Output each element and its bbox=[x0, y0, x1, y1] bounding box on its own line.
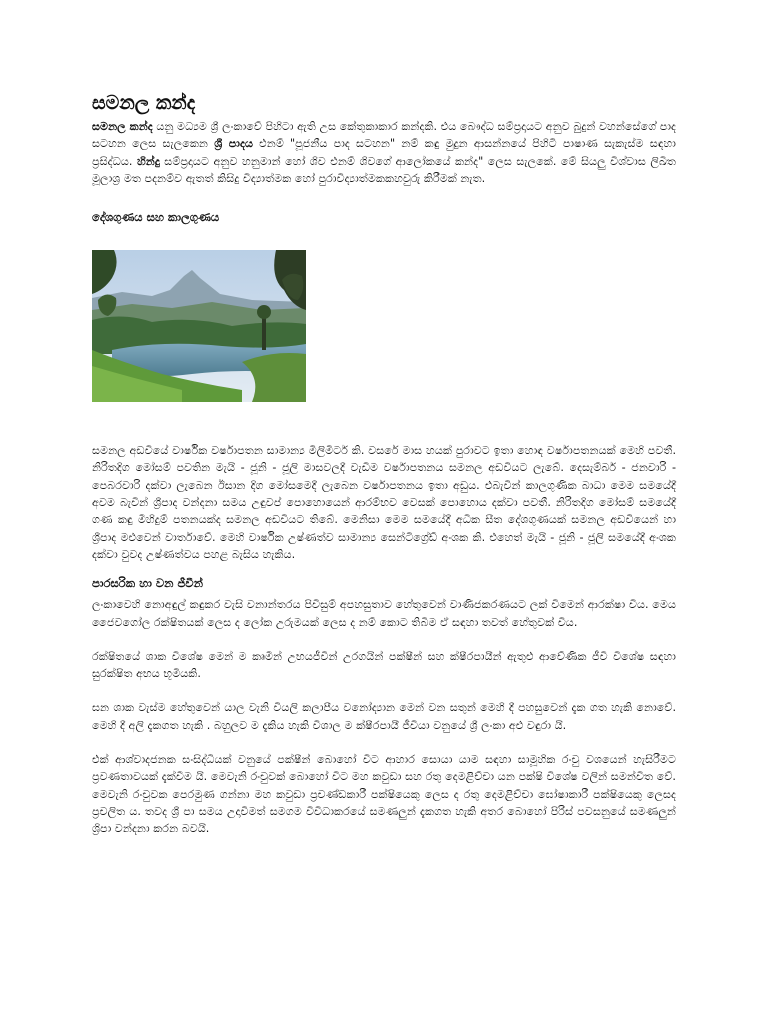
environment-heading: පාරසරික හා වන ජීවීන් bbox=[92, 576, 203, 591]
environment-paragraph-1: ලංකාවෙහි නොඅඳුල් කඳුකර වැසි වනාන්තරය පිවිසුම් අපහසුතාව හේතුවෙන් වාණිජකරණයට ලක් වීමෙන් ආරක්ෂා විය. මෙය ජෛවගෝල රක්ෂිතයක් ලෙස ද ලෝක උරුමයක් ලෙස ද නම් කොට තිබීම ඒ සඳහා තවත් හේතුවක් විය. bbox=[92, 598, 676, 629]
climate-heading: දේශගුණය සහ කාලගුණය bbox=[92, 210, 220, 225]
environment-paragraph-2: රක්ෂිතයේ ශාක විශේෂ මෙන් ම කෘමීන් උභයජීවීන් උරගයින් පක්ෂීන් සහ ක්ෂීරපායීන් ඇතුළු ආවේණික ජීවී විශේෂ සඳහා සුරක්ෂිත අභය භූමියකි. bbox=[92, 649, 676, 681]
intro-bold-name: සමනල කන්ද bbox=[92, 120, 153, 133]
intro-text-1: යනු මධ්‍යම ශ්‍රී ලංකාවේ පිහිටා ඇති උස කේතුකාකාර කන්දකි. එය බෞද්ධ සම්ප්‍රදායට අනුව බුදුන් වහන්සේගේ පාද සටහන ලෙස සැලකෙන bbox=[92, 120, 676, 151]
intro-text-2: එනම් "පූජනීය පාද සටහන" නම් කඳු මුදුන ආසන්නයේ පිහිටි පාෂාණ සැකැස්ම සඳහා ප්‍රසිද්ධය. bbox=[92, 137, 676, 168]
document-page bbox=[92, 92, 676, 838]
adams-peak-landscape-photo bbox=[92, 250, 306, 402]
intro-bold-hindu: හින්දු bbox=[136, 154, 160, 168]
environment-paragraph-3: ඝන ශාක වැස්ම හේතුවෙන් යාල වැනි වියලි කලාපීය වනෝද්‍යාන මෙන් වන සතුන් මෙහි දී පහසුවෙන් දැක ගත හැකි නොවේ. මෙහි දී අලි දැකගත හැකි . බහුලව ම දැකිය හැකි විශාල ම ක්ෂීරපායී ජීවියා වනුයේ ශ්‍රී ලංකා අළු වඳුරා යි. bbox=[92, 701, 676, 732]
page-title: සමනල කන්ද bbox=[92, 92, 196, 114]
intro-bold-sripada: ශ්‍රී පාදය bbox=[214, 137, 253, 151]
environment-paragraph-4: එක් ආශ්වාදජනක සංසිද්ධියක් වනුයේ පක්ෂීන් බොහෝ විට ආහාර සොයා යාම සඳහා සාමූහික රංචු වශයෙන් හැසිරීමට ප්‍රවණතාවයක් දැක්වීම යි. මෙවැනි රංචුවක් බොහෝ විට මහ කවුඩා සහ රතු දෙමළිච්චා යන පක්ෂි විශේෂ වලින් සමන්විත වේ. මෙවැනි රංචුවක පෙරමුණ ගන්නා මහ කවුඩා ප්‍රචණ්ඩකාරී පක්ෂියෙකු ලෙස ද රතු දෙමළිච්චා ඝෝෂාකාරී පක්ෂියෙකු ලෙසද ප්‍රචලිත ය. තවද ශ්‍රී පා සමය උදාවීමත් සමගම විවිධාකරයේ සමණලුන් දැකගත හැකි අතර බොහෝ පිරිස් පවසනුයේ සමණලුන් ශ්‍රිපා වන්දනා කරන බවයි. bbox=[92, 753, 676, 836]
intro-text-3: සම්ප්‍රදායට අනුව හනුමාන් හෝ ශිව එනම් ශිවගේ ආලෝකයේ කන්ද" ලෙස සැලකේ. මේ සියලු විශ්වාස ලිඛිත මූලාශ්‍ර මත පදනම්ව ඇතත් කිසිදු විද්‍යාත්මක හෝ පුරාවිද්‍යාත්මකකහවුරු කිරීමක් නැත. bbox=[92, 154, 676, 185]
climate-paragraph: සමනල අඩවියේ වාර්ෂික වර්ෂාපතන සාමාන්‍ය මිලිමීටර් කි. වසරේ මාස හයක් පුරාවට ඉතා හොඳ වර්ෂාපතනයක් මෙහි පවතී. නිරිතදිග මෝසම් පවතින මැයි - ජූනි - ජූලි මාසවලදී වැඩිම වර්ෂාපතනය සමනල අඩවියට ලැබේ. දෙසැම්බර් - ජනවාරි - පෙබරවාරි දක්වා ලැබෙන ඊසාන දිග මෝසමෙදී ලැබෙන වර්ෂාපතනය ඉතා අඩුය. එබැවින් කාලගුණික බාධා මෙම සමයේදී අවම බැවින් ශ්‍රීපාද වන්දනා සමය උඳුවප් පොහොයෙන් ආරම්භව වෙසක් පොහොය දක්වා පවතී. නිරිතදිග මෝසම් සමයේදී ගණ කඳු මීහිදුම් පතනයක්ද සමනල අඩවියට තිබේ. මෙනිසා මෙම සමයේදී අධික සීත දේශගුණයක් සමනල අඩවියෙන් හා ශ්‍රීපාද මළුවෙන් වාර්තාවේ. මෙහි වාර්ෂික උෂ්ණත්ව සාමාන්‍ය සෙන්ටිග්‍රේඩ් අංශක කි. එහෙත් මැයි - ජූනි - ජූලි සමයේදී අංශක දක්වා වුවද උෂ්ණත්වය පහළ බැසිය හැකිය. bbox=[92, 444, 676, 561]
intro-paragraph bbox=[92, 118, 676, 187]
